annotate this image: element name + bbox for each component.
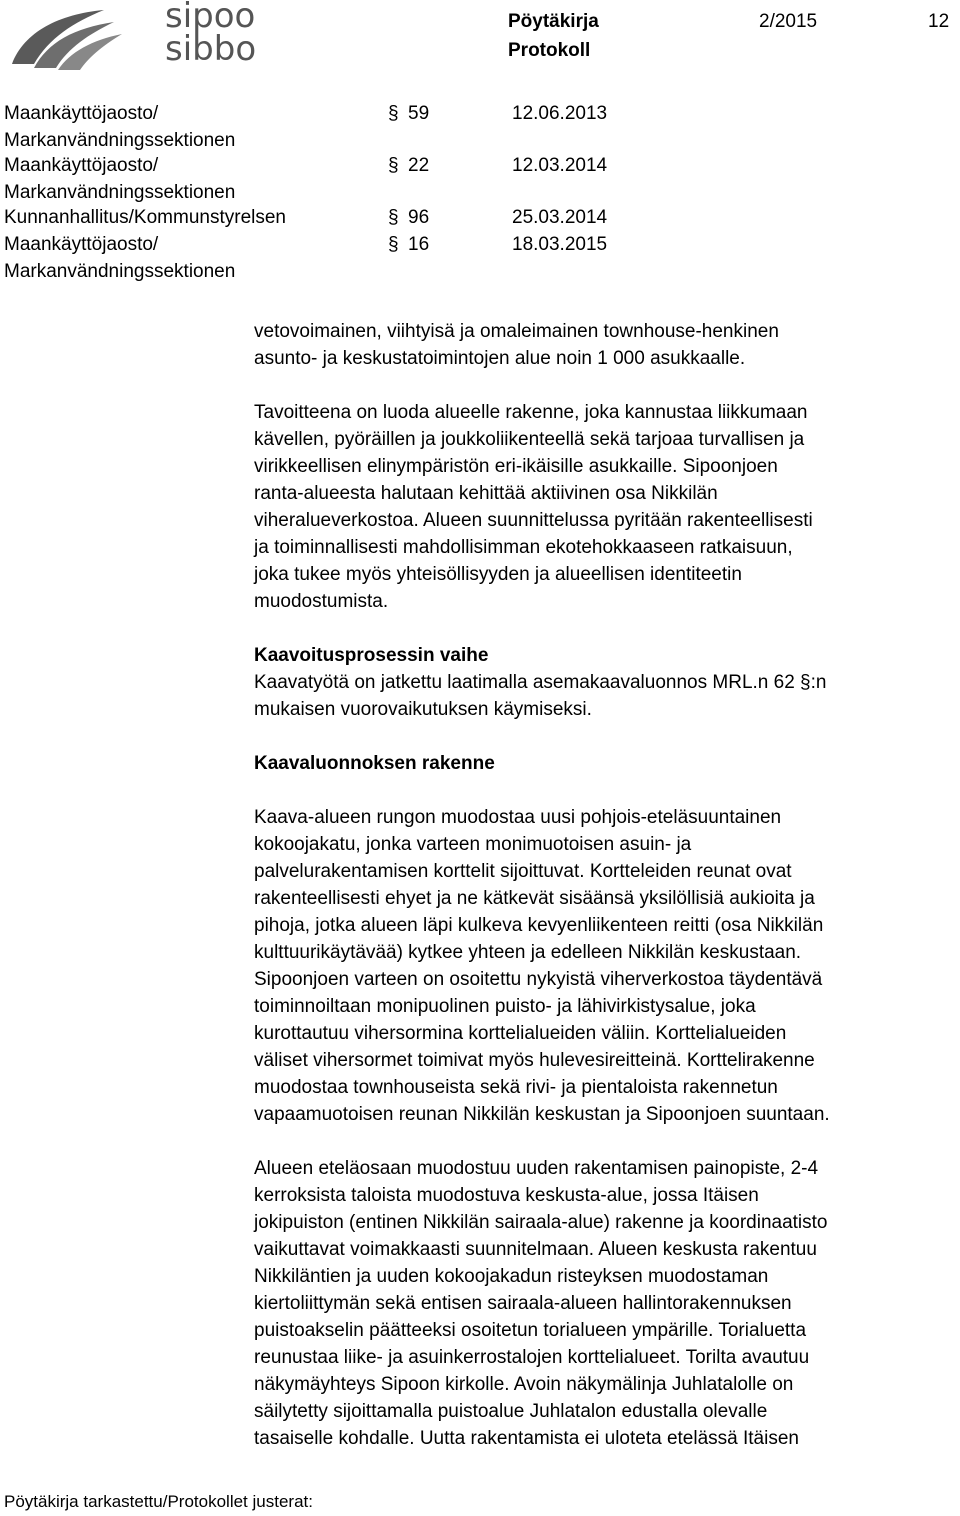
- text-line: jokipuiston (entinen Nikkilän sairaala-alue) rakenne ja koordinaatisto: [254, 1212, 828, 1233]
- logo-text-sibbo: sibbo: [165, 29, 257, 69]
- text-line: ranta-alueesta halutaan kehittää aktiivinen osa Nikkilän: [254, 483, 718, 504]
- page-header: [0, 0, 960, 80]
- handling-row: [4, 152, 704, 204]
- text-line: kävellen, pyöräillen ja joukkoliikenteellä sekä tarjoaa turvallisen ja: [254, 429, 805, 450]
- text-line: muodostaa townhouseista sekä rivi- ja pientaloista rakennetun: [254, 1077, 778, 1098]
- text-line: muodostumista.: [254, 591, 389, 612]
- text-line: säilytetty sijoittamalla puistoalue Juhlatalon edustalla olevalle: [254, 1401, 768, 1422]
- document-number: 2/2015: [759, 11, 818, 32]
- text-line: Kaavatyötä on jatkettu laatimalla asemakaavaluonnos MRL.n 62 §:n: [254, 672, 827, 693]
- handling-body-line: Markanvändningssektionen: [4, 182, 236, 203]
- handling-row: [4, 100, 704, 152]
- text-line: tasaiselle kohdalle. Uutta rakentamista ei uloteta etelässä Itäisen: [254, 1428, 799, 1449]
- handling-body: [4, 152, 364, 206]
- process-paragraph: [254, 669, 956, 723]
- text-line: väliset vihersormet toimivat myös hulevesireitteinä. Korttelirakenne: [254, 1050, 815, 1071]
- section-symbol: §: [388, 155, 399, 176]
- text-line: Alueen eteläosaan muodostuu uuden rakentamisen painopiste, 2-4: [254, 1158, 819, 1179]
- text-line: Kaava-alueen rungon muodostaa uusi pohjois-eteläsuuntainen: [254, 807, 782, 828]
- text-line: näkymäyhteys Sipoon kirkolle. Avoin näkymälinja Juhlatalolle on: [254, 1374, 794, 1395]
- text-line: vetovoimainen, viihtyisä ja omaleimainen townhouse-henkinen: [254, 321, 779, 342]
- handling-body: [4, 100, 364, 154]
- handling-row: [4, 204, 704, 231]
- text-line: ja toiminnallisesti mahdollisimman ekotehokkaaseen ratkaisuun,: [254, 537, 793, 558]
- text-line: kerroksista taloista muodostuva keskusta-alue, jossa Itäisen: [254, 1185, 759, 1206]
- text-line: vapaamuotoisen reunan Nikkilän keskustan ja Sipoonjoen suuntaan.: [254, 1104, 830, 1125]
- sipoo-logo-icon: [4, 2, 164, 74]
- document-type-sv: Protokoll: [508, 40, 591, 61]
- logo-wordmark: [165, 0, 257, 69]
- text-line: mukaisen vuorovaikutuksen käymiseksi.: [254, 699, 592, 720]
- text-line: kulttuurikäytävää) kytkee yhteen ja edelleen Nikkilän keskustaan.: [254, 942, 802, 963]
- document-type-fi: Pöytäkirja: [508, 11, 599, 32]
- handling-row: [4, 231, 704, 283]
- text-line: vaikuttavat voimakkaasti suunnitelmaan. Alueen keskusta rakentuu: [254, 1239, 817, 1260]
- text-line: kiertoliittymän sekä entisen sairaala-alueen hallintorakennuksen: [254, 1293, 792, 1314]
- handling-date: 12.03.2014: [512, 155, 608, 176]
- south-area-paragraph: [254, 1155, 956, 1452]
- text-line: kokoojakatu, jonka varteen monimuotoisen asuin- ja: [254, 834, 692, 855]
- heading-planning-process: Kaavoitusprosessin vaihe: [254, 645, 489, 666]
- section-symbol: §: [388, 207, 399, 228]
- page-number: 12: [928, 11, 950, 32]
- handling-date: 25.03.2014: [512, 207, 608, 228]
- handling-body-line: Kunnanhallitus/Kommunstyrelsen: [4, 207, 286, 228]
- handling-number: 59: [408, 103, 430, 124]
- text-line: reunustaa liike- ja asuinkerrostalojen korttelialueet. Torilta avautuu: [254, 1347, 810, 1368]
- text-line: Sipoonjoen varteen on osoitettu nykyistä viherverkostoa täydentävä: [254, 969, 823, 990]
- handling-history: [4, 100, 704, 283]
- text-line: palvelurakentamisen korttelit sijoittuvat. Kortteleiden reunat ovat: [254, 861, 792, 882]
- handling-number: 16: [408, 234, 430, 255]
- logo-text-sipoo: sipoo: [165, 0, 256, 36]
- handling-date: 12.06.2013: [512, 103, 608, 124]
- intro-paragraph: [254, 318, 956, 372]
- handling-number: 96: [408, 207, 430, 228]
- text-line: kurottautuu vihersormina korttelialueiden väliin. Korttelialueiden: [254, 1023, 787, 1044]
- handling-body: [4, 204, 364, 231]
- goal-paragraph: [254, 399, 956, 615]
- handling-body-line: Markanvändningssektionen: [4, 130, 236, 151]
- section-symbol: §: [388, 103, 399, 124]
- text-line: viheralueverkostoa. Alueen suunnittelussa pyritään rakenteellisesti: [254, 510, 813, 531]
- document-body: [254, 318, 956, 1452]
- handling-body-line: Markanvändningssektionen: [4, 261, 236, 282]
- structure-paragraph: [254, 804, 956, 1128]
- text-line: Tavoitteena on luoda alueelle rakenne, joka kannustaa liikkumaan: [254, 402, 808, 423]
- text-line: toiminnoiltaan monipuolinen puisto- ja lähivirkistysalue, joka: [254, 996, 756, 1017]
- text-line: Nikkiläntien ja uuden kokoojakadun risteyksen muodostaman: [254, 1266, 769, 1287]
- heading-draft-structure: Kaavaluonnoksen rakenne: [254, 753, 495, 774]
- text-line: asunto- ja keskustatoimintojen alue noin 1 000 asukkaalle.: [254, 348, 746, 369]
- section-symbol: §: [388, 234, 399, 255]
- handling-body-line: Maankäyttöjaosto/: [4, 234, 159, 255]
- handling-date: 18.03.2015: [512, 234, 608, 255]
- handling-body: [4, 231, 364, 285]
- text-line: puistoakselin päätteeksi osoitetun torialueen ympärille. Torialuetta: [254, 1320, 807, 1341]
- document-type: [508, 7, 599, 65]
- text-line: rakenteellisesti ehyet ja ne kätkevät sisäänsä yksilöllisiä aukioita ja: [254, 888, 815, 909]
- handling-body-line: Maankäyttöjaosto/: [4, 103, 159, 124]
- text-line: virikkeellisen elinympäristön eri-ikäisille asukkaille. Sipoonjoen: [254, 456, 778, 477]
- handling-number: 22: [408, 155, 430, 176]
- text-line: joka tukee myös yhteisöllisyyden ja alueellisen identiteetin: [254, 564, 742, 585]
- handling-body-line: Maankäyttöjaosto/: [4, 155, 159, 176]
- text-line: pihoja, jotka alueen läpi kulkeva kevyenliikenteen reitti (osa Nikkilän: [254, 915, 824, 936]
- footer-minutes-checked: Pöytäkirja tarkastettu/Protokollet justerat:: [4, 1492, 313, 1511]
